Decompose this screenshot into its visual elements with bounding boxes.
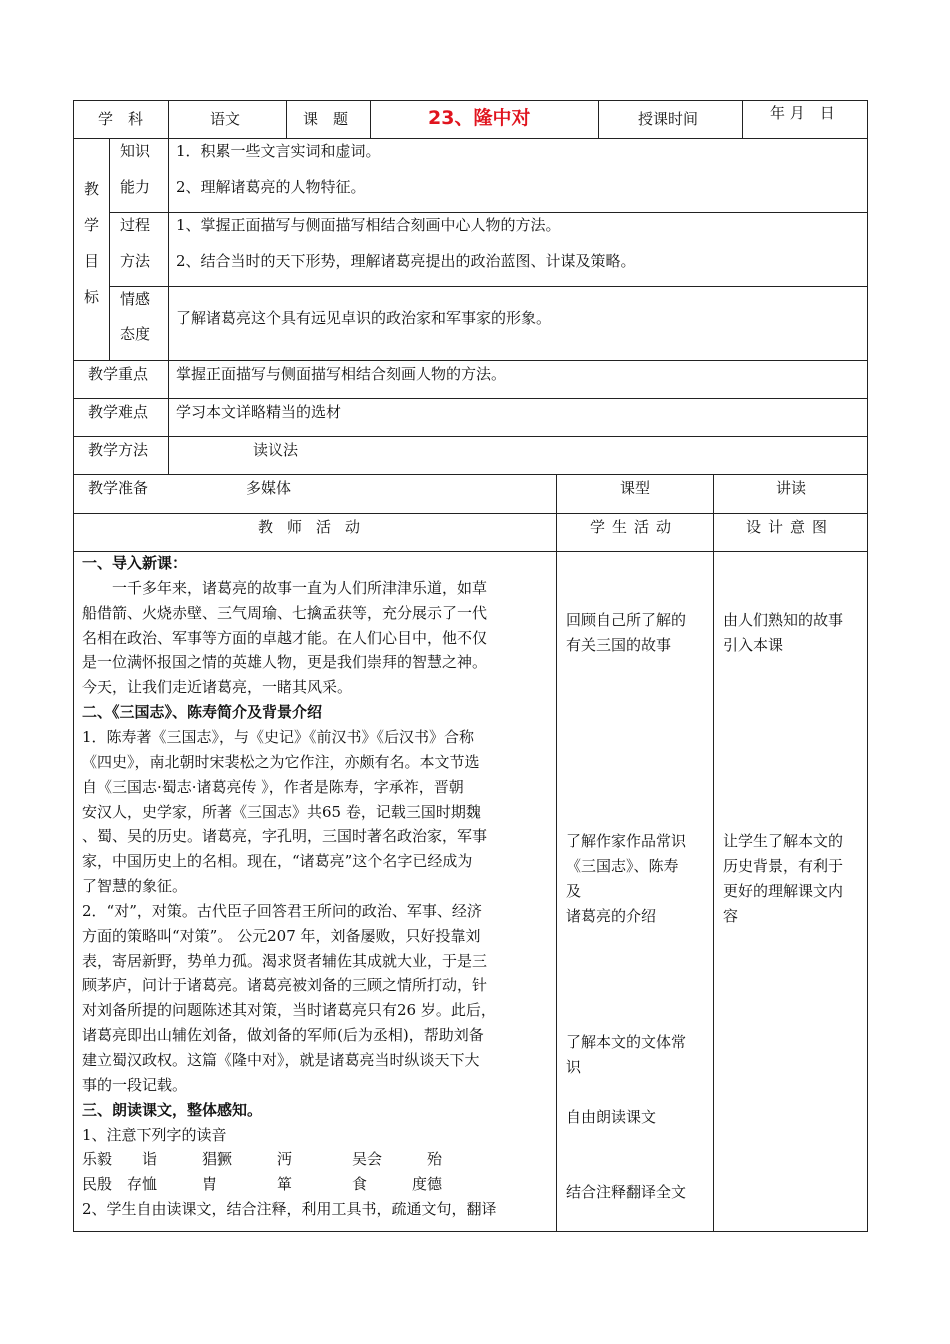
teacher-line: 名相在政治、军事等方面的卓越才能。在人们心目中，他不仅 — [82, 629, 488, 647]
design-note-line: 引入本课 — [723, 636, 784, 654]
student-note-line: 结合注释翻译全文 — [566, 1183, 687, 1201]
design-column-header: 设计意图 — [746, 518, 835, 536]
date-value: 年 月 日 — [770, 104, 835, 122]
knowledge-label: 知识 — [120, 142, 151, 160]
student-note-line: 回顾自己所了解的 — [566, 611, 687, 629]
teacher-line: 建立蜀汉政权。这篇《隆中对》，就是诸葛亮当时纵谈天下大 — [82, 1051, 480, 1069]
design-note-line: 让学生了解本文的 — [723, 832, 844, 850]
row-divider — [73, 398, 868, 399]
student-note-line: 有关三国的故事 — [566, 636, 672, 654]
teacher-column-header: 教师活动 — [258, 518, 375, 536]
teacher-line: 三、朗读课文，整体感知。 — [82, 1101, 263, 1119]
student-note-line: 及 — [566, 882, 582, 900]
teacher-line: 了智慧的象征。 — [82, 877, 188, 895]
student-column-header: 学生活动 — [590, 518, 679, 536]
col-divider — [713, 474, 714, 1231]
teacher-line: 对刘备所提的问题陈述其对策，当时诸葛亮只有26 岁。此后， — [82, 1001, 496, 1019]
objectives-side-label: 学 — [84, 216, 100, 234]
prep-value: 多媒体 — [246, 479, 292, 497]
row-divider — [73, 513, 868, 514]
teacher-line: 《四史》，南北朝时宋裴松之为它作注，亦颇有名。本文节选 — [82, 753, 480, 771]
process-label: 过程 — [120, 216, 151, 234]
teacher-line: 诸葛亮即出山辅佐刘备，做刘备的军师(后为丞相)，帮助刘备 — [82, 1026, 484, 1044]
emotion-label: 态度 — [120, 325, 151, 343]
knowledge-label: 能力 — [120, 178, 151, 196]
method-value: 读议法 — [253, 441, 299, 459]
objectives-side-label: 教 — [84, 180, 100, 198]
subject-label: 学 科 — [98, 110, 144, 128]
design-note-line: 容 — [723, 907, 739, 925]
lesson-type-label: 课型 — [620, 479, 651, 497]
process-item: 1、掌握正面描写与侧面描写相结合刻画中心人物的方法。 — [176, 216, 561, 234]
design-note-line: 历史背景，有利于 — [723, 857, 844, 875]
teacher-line: 民殷 存恤 胄 箪 食 度德 — [82, 1175, 443, 1193]
row-divider — [109, 212, 868, 213]
col-divider — [168, 100, 169, 138]
subject-value: 语文 — [210, 110, 241, 128]
col-divider — [286, 100, 287, 138]
design-note-line: 更好的理解课文内 — [723, 882, 844, 900]
teacher-line: 二、《三国志》、陈寿简介及背景介绍 — [82, 703, 323, 721]
teacher-line: 乐毅 诣 猖獗 沔 吴会 殆 — [82, 1150, 443, 1168]
row-divider — [73, 474, 868, 475]
col-divider — [556, 474, 557, 513]
process-label: 方法 — [120, 252, 151, 270]
teacher-line: 事的一段记载。 — [82, 1076, 188, 1094]
teacher-line: 2．“对”，对策。古代臣子回答君王所问的政治、军事、经济 — [82, 902, 482, 920]
teacher-line: 一千多年来，诸葛亮的故事一直为人们所津津乐道，如草 — [82, 579, 488, 597]
teacher-line: 安汉人，史学家，所著《三国志》共65 卷，记载三国时期魏 — [82, 803, 481, 821]
objectives-side-label: 目 — [84, 252, 100, 270]
teacher-line: 方面的策略叫“对策”。 公元207 年，刘备屡败，只好投靠刘 — [82, 927, 481, 945]
teacher-line: 一、导入新课： — [82, 554, 188, 572]
row-divider — [73, 551, 868, 552]
col-divider — [598, 100, 599, 138]
col-divider — [109, 138, 110, 360]
teacher-line: 船借箭、火烧赤壁、三气周瑜、七擒孟获等，充分展示了一代 — [82, 604, 488, 622]
objectives-side-label: 标 — [84, 288, 100, 306]
table-border-bottom — [73, 1231, 868, 1232]
student-note-line: 诸葛亮的介绍 — [566, 907, 657, 925]
row-divider — [109, 286, 868, 287]
teacher-line: 1．陈寿著《三国志》，与《史记》《前汉书》《后汉书》合称 — [82, 728, 475, 746]
table-border-right — [867, 100, 868, 1231]
teacher-line: 自《三国志·蜀志·诸葛亮传 》，作者是陈寿，字承祚，晋朝 — [82, 778, 464, 796]
teacher-line: 顾茅庐，问计于诸葛亮。诸葛亮被刘备的三顾之情所打动，针 — [82, 976, 488, 994]
difficulty-value: 学习本文详略精当的选材 — [176, 403, 342, 421]
design-note-line: 由人们熟知的故事 — [723, 611, 844, 629]
teacher-line: 、蜀、吴的历史。诸葛亮，字孔明，三国时著名政治家，军事 — [82, 827, 488, 845]
col-divider — [168, 138, 169, 475]
prep-label: 教学准备 — [88, 479, 149, 497]
process-item: 2、结合当时的天下形势，理解诸葛亮提出的政治蓝图、计谋及策略。 — [176, 252, 636, 270]
student-note-line: 了解本文的文体常 — [566, 1033, 687, 1051]
teacher-line: 表，寄居新野，势单力孤。渴求贤者辅佐其成就大业，于是三 — [82, 952, 488, 970]
lesson-type-value: 讲读 — [776, 479, 807, 497]
col-divider — [556, 513, 557, 1231]
teacher-line: 今天，让我们走近诸葛亮，一睹其风采。 — [82, 678, 353, 696]
knowledge-item: 1．积累一些文言实词和虚词。 — [176, 142, 381, 160]
emotion-item: 了解诸葛亮这个具有远见卓识的政治家和军事家的形象。 — [176, 309, 552, 327]
difficulty-label: 教学难点 — [88, 403, 149, 421]
student-note-line: 《三国志》、陈寿 — [566, 857, 679, 875]
student-note-line: 识 — [566, 1058, 582, 1076]
student-note-line: 自由朗读课文 — [566, 1108, 657, 1126]
teacher-line: 是一位满怀报国之情的英雄人物，更是我们崇拜的智慧之神。 — [82, 653, 488, 671]
col-divider — [742, 100, 743, 138]
student-note-line: 了解作家作品常识 — [566, 832, 687, 850]
topic-label: 课 题 — [303, 110, 349, 128]
teacher-line: 2、学生自由读课文，结合注释，利用工具书，疏通文句，翻译 — [82, 1200, 497, 1218]
key-point-label: 教学重点 — [88, 365, 149, 383]
knowledge-item: 2、理解诸葛亮的人物特征。 — [176, 178, 366, 196]
row-divider — [73, 138, 868, 139]
col-divider — [370, 100, 371, 138]
teacher-line: 1、注意下列字的读音 — [82, 1126, 227, 1144]
row-divider — [73, 360, 868, 361]
time-label: 授课时间 — [638, 110, 699, 128]
lesson-title: 23、隆中对 — [428, 107, 531, 129]
table-border-top — [73, 100, 868, 101]
table-border-left — [73, 100, 74, 1231]
emotion-label: 情感 — [120, 290, 151, 308]
row-divider — [73, 436, 868, 437]
method-label: 教学方法 — [88, 441, 149, 459]
key-point-value: 掌握正面描写与侧面描写相结合刻画人物的方法。 — [176, 365, 507, 383]
teacher-line: 家，中国历史上的名相。现在，“诸葛亮”这个名字已经成为 — [82, 852, 473, 870]
